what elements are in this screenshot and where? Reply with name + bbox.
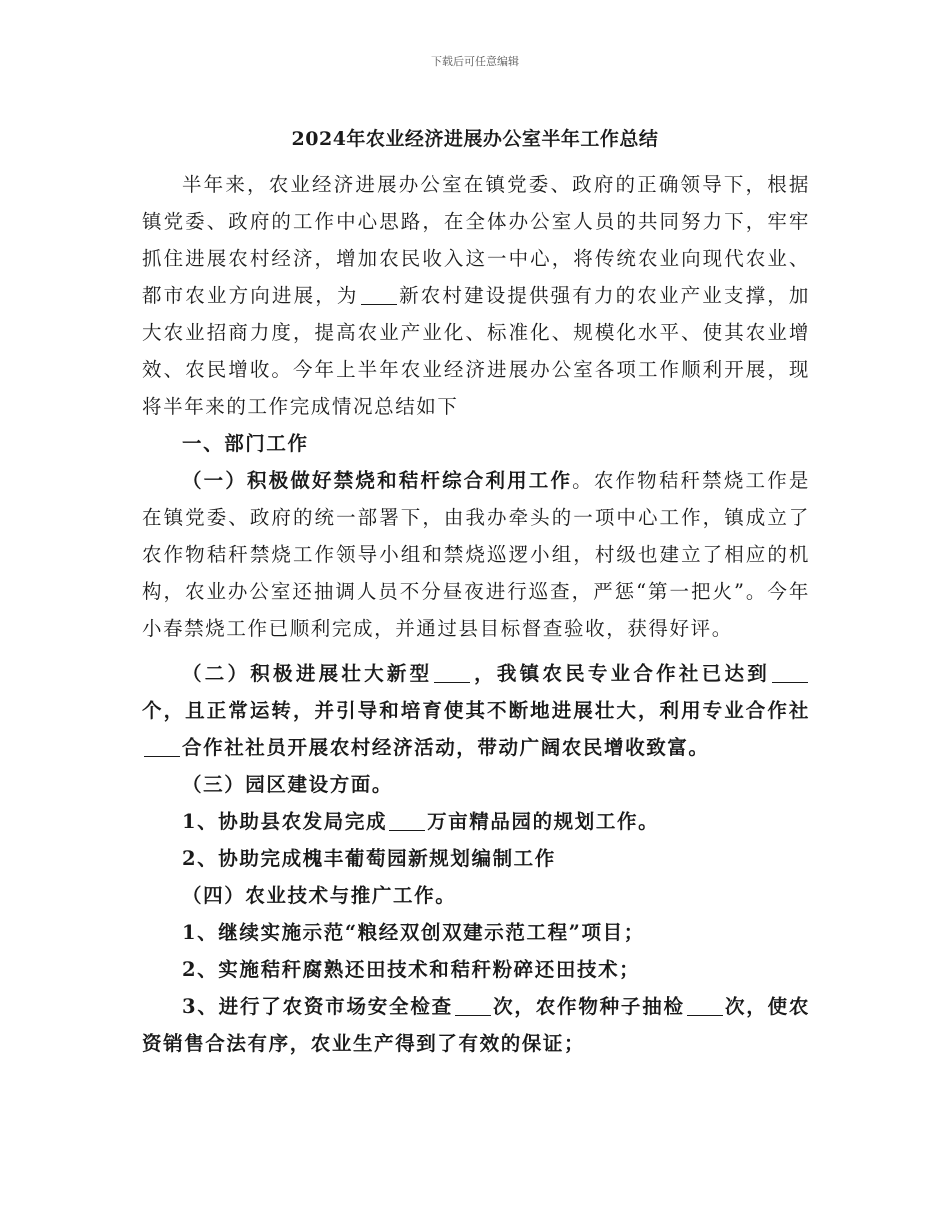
section-heading: 一、部门工作	[182, 432, 309, 455]
intro-paragraph	[142, 166, 810, 425]
item4-2: 2、实施秸秆腐熟还田技术和秸秆粉碎还田技术；	[182, 958, 641, 981]
item4-3-text-a: 3、进行了农资市场安全检查	[182, 995, 453, 1018]
item4-1: 1、继续实施示范“粮经双创双建示范工程”项目；	[182, 921, 645, 944]
item4-heading: （四）农业技术与推广工作。	[182, 884, 457, 907]
intro-text-b: 新农村建设提供强有力的农业产业支撑，加大农业招商力度，提高农业产业化、标准化、规模化水平、使其农业增效、农民增收。今年上半年农业经济进展办公室各项工作顺利开展，现将半年来的工作完成情况总结如下	[142, 284, 810, 418]
item4-3-text-b: 次，农作物种子抽检	[492, 995, 685, 1018]
blank-line	[389, 811, 425, 832]
item3-1-text-a: 1、协助县农发局完成	[182, 810, 388, 833]
blank-line	[144, 737, 180, 758]
blank-line	[687, 996, 723, 1017]
item2-paragraph	[142, 655, 810, 766]
item2-text-c: 个，且正常运转，并引导和培育使其不断地进展壮大，利用专业合作社	[142, 699, 810, 722]
blank-line	[455, 996, 491, 1017]
blank-line	[434, 663, 470, 684]
header-note: 下载后可任意编辑	[431, 55, 519, 68]
document-title: 2024年农业经济进展办公室半年工作总结	[291, 128, 659, 150]
item2-text-a: （二）积极进展壮大新型	[182, 662, 433, 685]
item2-text-b: ，我镇农民专业合作社已达到	[472, 662, 770, 685]
item3-1	[142, 803, 810, 840]
blank-line	[772, 663, 808, 684]
item1-heading: （一）积极做好禁烧和秸杆综合利用工作	[182, 469, 573, 492]
item2-text-d: 合作社社员开展农村经济活动，带动广阔农民增收致富。	[182, 736, 710, 759]
item1-paragraph	[142, 462, 810, 647]
blank-line	[361, 285, 397, 306]
intro-text-a: 半年来，农业经济进展办公室在镇党委、政府的正确领导下，根据镇党委、政府的工作中心思路，在全体办公室人员的共同努力下，牢牢抓住进展农村经济，增加农民收入这一中心，将传统农业向现代农业、都市农业方向进展，为	[142, 173, 810, 307]
item3-2: 2、协助完成槐丰葡萄园新规划编制工作	[182, 847, 556, 870]
item1-text: 。农作物秸秆禁烧工作是在镇党委、政府的统一部署下，由我办牵头的一项中心工作，镇成立了农作物秸秆禁烧工作领导小组和禁烧巡逻小组，村级也建立了相应的机构，农业办公室还抽调人员不分昼夜进行巡查，严惩“第一把火”。今年小春禁烧工作已顺利完成，并通过县目标督查验收，获得好评。	[142, 469, 810, 640]
item3-heading: （三）园区建设方面。	[182, 773, 394, 796]
document-body	[142, 166, 810, 1062]
item4-3	[142, 988, 810, 1062]
item3-1-text-b: 万亩精品园的规划工作。	[427, 810, 660, 833]
item4-3-text-c: 次，使农资销售合法有序，农业生产得到了有效的保证；	[142, 995, 810, 1055]
